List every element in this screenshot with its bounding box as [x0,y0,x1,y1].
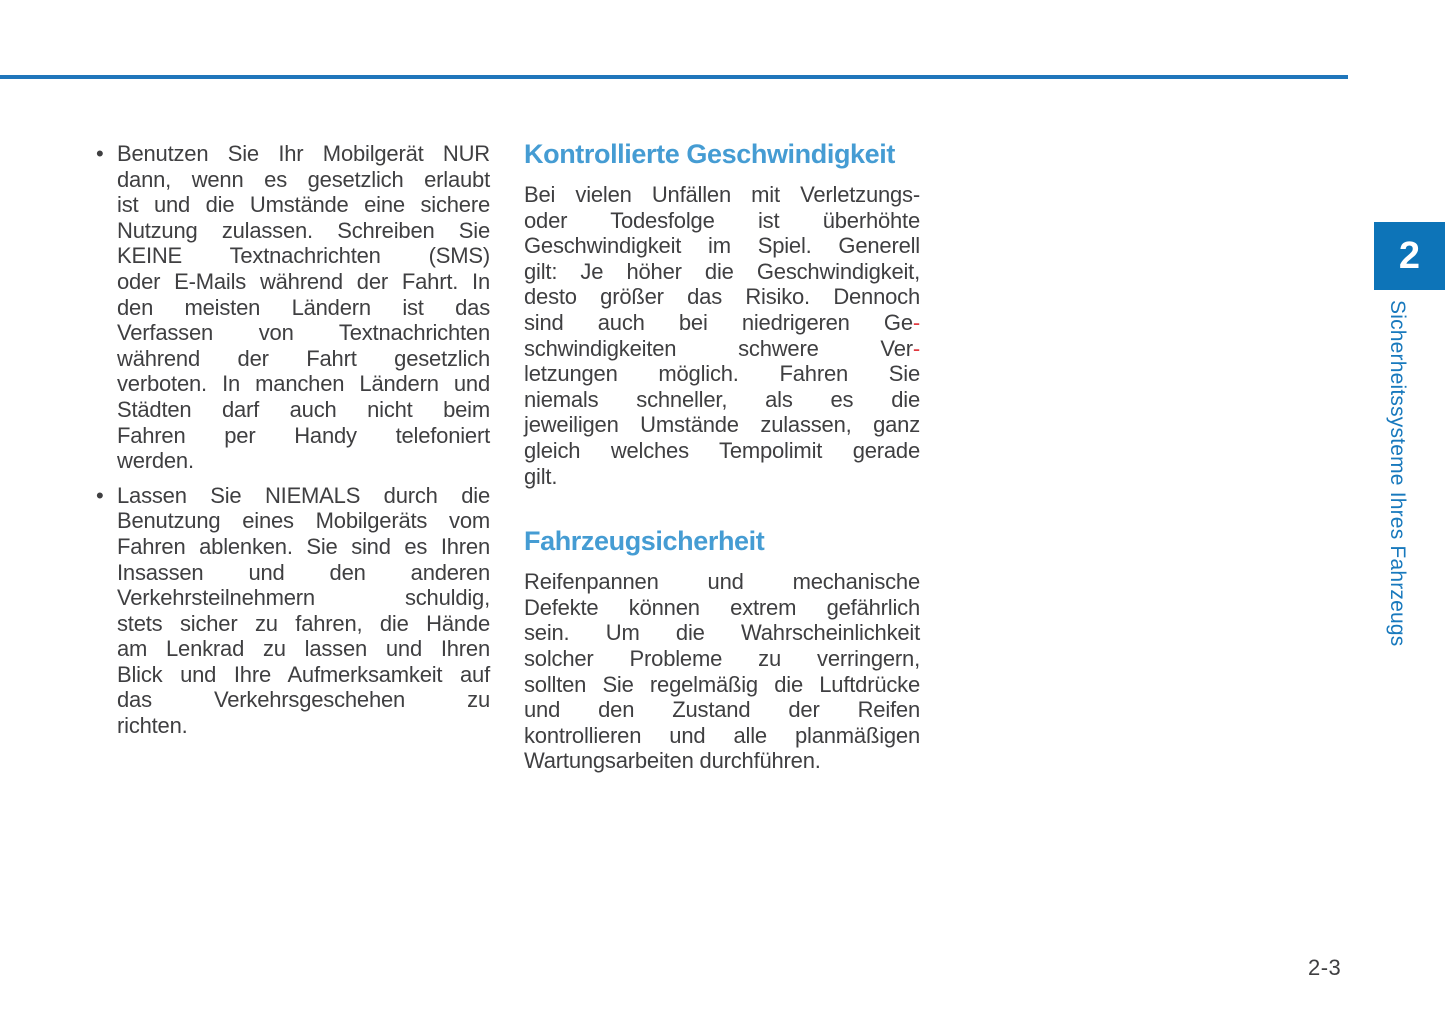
section-fahrzeugsicherheit [524,526,920,774]
text-line: richten. [117,713,188,739]
text-line: gilt. [524,463,558,489]
text-line: Lassen Sie NIEMALS durch die [117,482,490,508]
chapter-title-vertical: Sicherheitssysteme Ihres Fahrzeugs [1386,300,1409,647]
text-line: gleich welches Tempolimit gerade [524,437,920,463]
bullet-marker: • [96,482,104,508]
text-line: während der Fahrt gesetzlich [117,345,490,371]
section-heading: Kontrollierte Geschwindigkeit [524,139,895,169]
text-line: am Lenkrad zu lassen und Ihren [117,636,490,662]
text-line: oder E-Mails während der Fahrt. In [117,268,490,294]
bullet-item [96,483,490,739]
text-line: sein. Um die Wahrscheinlichkeit [524,620,920,646]
text-line: jeweiligen Umstände zulassen, ganz [524,412,920,438]
text-line: Fahren ablenken. Sie sind es Ihren [117,533,490,559]
section-kontrollierte-geschwindigkeit [524,139,920,489]
bullet-text-mobile-use [117,141,490,474]
section-paragraph [524,182,920,489]
text-line: oder Todesfolge ist überhöhte [524,207,920,233]
text-line: Wartungsarbeiten durchführen. [524,748,821,774]
text-line: dann, wenn es gesetzlich erlaubt [117,166,490,192]
text-line: Reifenpannen und mechanische [524,569,920,595]
text-line: KEINE Textnachrichten (SMS) [117,243,490,269]
text-line: ist und die Umstände eine sichere [117,192,490,218]
text-line: Fahren per Handy telefoniert [117,422,490,448]
text-line: Defekte können extrem gefährlich [524,594,920,620]
page-number: 2-3 [1308,955,1342,980]
chapter-tab [1374,222,1445,290]
text-line: sind auch bei niedrigeren Ge- [524,309,920,335]
top-rule [0,75,1348,79]
chapter-number: 2 [1398,234,1421,277]
text-line: Benutzen Sie Ihr Mobilgerät NUR [117,141,490,166]
text-line: letzungen möglich. Fahren Sie [524,361,920,387]
text-line: Benutzung eines Mobilgeräts vom [117,508,490,534]
text-line: sollten Sie regelmäßig die Luftdrücke [524,671,920,697]
text-line: Verkehrsteilnehmern schuldig, [117,585,490,611]
bullet-item [96,141,490,474]
right-column [524,139,920,774]
text-line: niemals schneller, als es die [524,386,920,412]
text-line: Insassen und den anderen [117,559,490,585]
text-line: solcher Probleme zu verringern, [524,645,920,671]
text-line: werden. [117,448,194,474]
text-line: das Verkehrsgeschehen zu [117,687,490,713]
text-line: und den Zustand der Reifen [524,697,920,723]
section-paragraph [524,569,920,774]
text-line: Blick und Ihre Aufmerksamkeit auf [117,661,490,687]
text-line: schwindigkeiten schwere Ver- [524,335,920,361]
text-line: gilt: Je höher die Geschwindigkeit, [524,258,920,284]
red-hyphen: - [912,309,920,335]
section-heading: Fahrzeugsicherheit [524,526,765,557]
bullet-text-distraction [117,483,490,739]
text-line: desto größer das Risiko. Dennoch [524,284,920,310]
text-line: verboten. In manchen Ländern und [117,371,490,397]
bullet-marker: • [96,141,104,166]
text-line: kontrollieren und alle planmäßigen [524,722,920,748]
text-line: Geschwindigkeit im Spiel. Generell [524,233,920,259]
text-line: Städten darf auch nicht beim [117,396,490,422]
text-line: Bei vielen Unfällen mit Verletzungs- [524,182,920,207]
text-line: Verfassen von Textnachrichten [117,320,490,346]
text-line: den meisten Ländern ist das [117,294,490,320]
left-column [96,141,490,748]
text-line: stets sicher zu fahren, die Hände [117,610,490,636]
red-hyphen: - [912,335,920,361]
text-line: Nutzung zulassen. Schreiben Sie [117,217,490,243]
